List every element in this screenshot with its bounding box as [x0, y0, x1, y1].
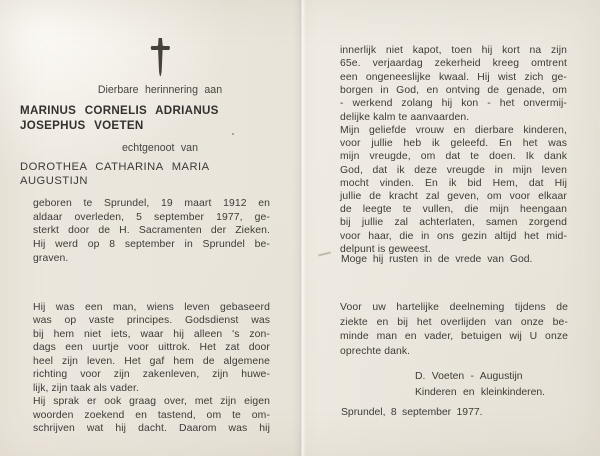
text-line: bij jullie zal achterlaten, samen zorgend	[340, 217, 567, 229]
text-line: God, dat ik deze vreugde in mijn leven	[340, 164, 567, 176]
text-line: mocht vinden. En ik bid Hem, dat Hij	[340, 177, 567, 189]
text-line: graven.	[33, 252, 69, 264]
text-line: een ongeneeslijke kwaal. Hij wist zich ge-	[340, 71, 567, 83]
intro-line: Dierbare herinnering aan	[97, 84, 223, 96]
text-line: jullie de kracht zal geven, om voor elkaar	[340, 191, 567, 203]
text-line: mijn vreugde, om dat te doen. Ik dank	[340, 151, 567, 163]
text-line: borgen in God, en ontving de genade, om	[340, 85, 567, 97]
text-line: oprechte dank.	[340, 345, 411, 357]
text-line: Hij sprak er ook graag over, met zijn eigen	[33, 396, 270, 408]
text-line: de leegte te vullen, die mijn heengaan	[340, 204, 567, 216]
text-line: delijke kalm te aanvaarden.	[340, 111, 470, 123]
text-line: woorden zoekend en tastend, om te om-	[33, 409, 270, 421]
eulogy-paragraph	[33, 301, 270, 436]
continuation-paragraph	[340, 44, 567, 124]
text-line: aldaar overleden, 5 september 1977, ge-	[33, 211, 270, 223]
text-line: delpunt is geweest.	[340, 243, 431, 255]
text-line: DOROTHEA CATHARINA MARIA	[20, 161, 210, 173]
life-dates-paragraph	[33, 197, 270, 266]
text-line: - werkend zolang hij kon - het onvermij-	[340, 98, 567, 110]
text-line: sterkt door de H. Sacramenten der Zieken.	[33, 225, 270, 237]
text-line: AUGUSTIJN	[20, 174, 88, 187]
text-line: Kinderen en kleinkinderen.	[415, 386, 546, 398]
farewell-paragraph	[340, 124, 567, 256]
right-page	[300, 0, 600, 456]
text-line: voor haar, die in ons gezin altijd het mid-	[340, 230, 567, 242]
text-line: lijk, zijn taak als vader.	[33, 382, 139, 394]
text-line: schrijven wat hij dacht. Daarom was hij	[33, 423, 270, 435]
scan-artifact-speck	[232, 133, 234, 135]
text-line: MARINUS CORNELIS ADRIANUS	[20, 104, 219, 117]
text-line: geboren te Sprundel, 19 maart 1912 en	[33, 198, 270, 209]
text-line: richting voor zijn zakenleven, zijn huwe-	[33, 369, 270, 381]
text-line: Hij was een man, wiens leven gebaseerd	[33, 302, 270, 313]
text-line: 65e. verjaardag zekerheid kreeg omtrent	[340, 58, 567, 70]
text-line: JOSEPHUS VOETEN	[20, 118, 144, 132]
prayer-line: Moge hij rusten in de vrede van God.	[341, 254, 533, 265]
text-line: ziekte en bij het overlijden van onze be-	[340, 316, 568, 328]
text-line: Hij werd op 8 september in Sprundel be-	[33, 239, 270, 251]
text-line: was op vaste principes. Godsdienst was	[33, 315, 270, 327]
text-line: Voor uw hartelijke deelneming tijdens de	[340, 302, 568, 313]
text-line: minde man en vader, betuigen wij U onze	[340, 331, 568, 343]
cross-icon	[149, 37, 171, 78]
deceased-name	[20, 104, 300, 133]
text-line: innerlijk niet kapot, toen hij kort na zijn	[340, 45, 567, 56]
text-line: heel zijn leven. Het gaf hem de algemene	[33, 355, 270, 367]
relation-line: echtgenoot van	[122, 142, 198, 154]
text-line: voor jullie heb ik geleefd. En het was	[340, 138, 567, 150]
text-line: Mijn geliefde vrouw en dierbare kinderen,	[340, 125, 567, 136]
signature-block	[415, 369, 585, 400]
text-line: dags een uurtje voor uittrok. Het zat door	[33, 342, 270, 354]
spouse-name	[20, 161, 300, 189]
dateline: Sprundel, 8 september 1977.	[341, 407, 483, 418]
thanks-paragraph	[340, 301, 568, 359]
text-line: bij hem niet iets, waar hij alleen 's zon-	[33, 328, 270, 340]
text-line: D. Voeten - Augustijn	[415, 371, 523, 382]
